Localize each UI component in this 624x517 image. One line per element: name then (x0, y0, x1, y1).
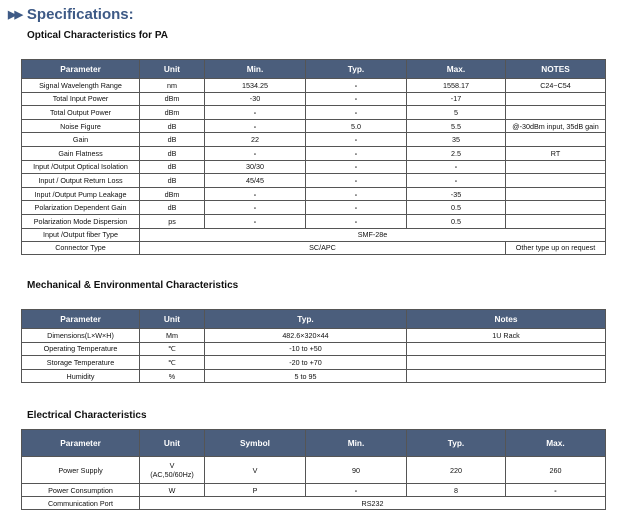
optical-cell-notes (506, 160, 606, 174)
table-row (22, 369, 606, 383)
mechanical-cell-notes (407, 356, 606, 370)
table-row (22, 457, 606, 484)
power-consumption-typ: 8 (407, 484, 506, 497)
mechanical-cell-notes (407, 342, 606, 356)
optical-cell-max: - (407, 174, 506, 188)
table-row (22, 201, 606, 215)
power-supply-unit-sub: (AC,50/60Hz) (150, 470, 194, 479)
mechanical-cell-typ: 5 to 95 (205, 369, 407, 383)
fiber-type-label: Input /Output fiber Type (22, 228, 140, 241)
optical-cell-param: Polarization Dependent Gain (22, 201, 140, 215)
table-row (22, 146, 606, 160)
mechanical-table (21, 309, 606, 383)
optical-cell-max: -35 (407, 187, 506, 201)
optical-cell-typ: 5.0 (306, 119, 407, 133)
col-header-typ: Typ. (407, 430, 506, 457)
mechanical-heading: Mechanical & Environmental Characteristics (27, 280, 239, 291)
col-header-parameter: Parameter (22, 60, 140, 79)
optical-cell-max: 5 (407, 106, 506, 120)
optical-cell-max: 0.5 (407, 201, 506, 215)
optical-cell-min: - (205, 106, 306, 120)
table-row (22, 92, 606, 106)
table-row (22, 356, 606, 370)
table-row (22, 174, 606, 188)
optical-cell-notes (506, 92, 606, 106)
power-supply-min: 90 (306, 457, 407, 484)
optical-cell-min: - (205, 119, 306, 133)
optical-cell-unit: dB (140, 160, 205, 174)
optical-cell-param: Noise Figure (22, 119, 140, 133)
electrical-table (21, 429, 606, 510)
mechanical-cell-unit: ℃ (140, 356, 205, 370)
page-header (8, 4, 134, 24)
optical-header-row (22, 60, 606, 79)
mechanical-cell-typ: 482.6×320×44 (205, 329, 407, 343)
optical-cell-unit: dB (140, 119, 205, 133)
optical-cell-param: Input /Output Optical Isolation (22, 160, 140, 174)
optical-cell-unit: dB (140, 133, 205, 147)
optical-cell-typ: - (306, 174, 407, 188)
connector-type-label: Connector Type (22, 241, 140, 254)
optical-cell-max: 1558.17 (407, 79, 506, 93)
table-row (22, 106, 606, 120)
mechanical-cell-typ: -20 to +70 (205, 356, 407, 370)
table-row (22, 214, 606, 228)
optical-cell-min: 22 (205, 133, 306, 147)
col-header-max: Max. (407, 60, 506, 79)
optical-cell-unit: dBm (140, 106, 205, 120)
col-header-notes: Notes (407, 310, 606, 329)
col-header-parameter: Parameter (22, 310, 140, 329)
optical-cell-unit: dBm (140, 92, 205, 106)
mechanical-header-row (22, 310, 606, 329)
power-supply-unit (140, 457, 205, 484)
optical-cell-typ: - (306, 201, 407, 215)
table-row (22, 228, 606, 241)
page-title: Specifications: (26, 5, 134, 23)
optical-cell-min: 1534.25 (205, 79, 306, 93)
col-header-parameter: Parameter (22, 430, 140, 457)
col-header-max: Max. (506, 430, 606, 457)
power-supply-max: 260 (506, 457, 606, 484)
optical-cell-max: - (407, 160, 506, 174)
optical-cell-param: Signal Wavelength Range (22, 79, 140, 93)
table-row (22, 79, 606, 93)
optical-cell-typ: - (306, 92, 407, 106)
table-row (22, 497, 606, 510)
optical-cell-max: 5.5 (407, 119, 506, 133)
table-row (22, 187, 606, 201)
optical-cell-max: -17 (407, 92, 506, 106)
optical-cell-notes: @-30dBm input, 35dB gain (506, 119, 606, 133)
col-header-unit: Unit (140, 60, 205, 79)
power-consumption-max: - (506, 484, 606, 497)
electrical-heading: Electrical Characteristics (27, 410, 147, 421)
optical-cell-min: - (205, 146, 306, 160)
mechanical-cell-param: Dimensions(L×W×H) (22, 329, 140, 343)
table-row (22, 484, 606, 497)
power-consumption-unit: W (140, 484, 205, 497)
connector-type-notes: Other type up on request (506, 241, 606, 254)
connector-type-value: SC/APC (140, 241, 506, 254)
optical-cell-unit: ps (140, 214, 205, 228)
optical-cell-typ: - (306, 214, 407, 228)
optical-cell-min: -30 (205, 92, 306, 106)
optical-cell-notes (506, 214, 606, 228)
optical-heading: Optical Characteristics for PA (27, 30, 168, 41)
optical-cell-min: - (205, 187, 306, 201)
optical-cell-typ: - (306, 106, 407, 120)
optical-cell-unit: dB (140, 174, 205, 188)
mechanical-cell-unit: ℃ (140, 342, 205, 356)
table-row (22, 329, 606, 343)
optical-cell-notes (506, 174, 606, 188)
double-chevron-icon: ▶▶ (8, 8, 21, 21)
optical-cell-param: Input / Output Return Loss (22, 174, 140, 188)
power-supply-typ: 220 (407, 457, 506, 484)
optical-cell-min: - (205, 214, 306, 228)
optical-cell-min: 30/30 (205, 160, 306, 174)
col-header-symbol: Symbol (205, 430, 306, 457)
optical-cell-notes (506, 187, 606, 201)
table-row (22, 160, 606, 174)
optical-cell-typ: - (306, 160, 407, 174)
mechanical-cell-param: Storage Temperature (22, 356, 140, 370)
optical-table (21, 59, 606, 255)
col-header-unit: Unit (140, 430, 205, 457)
optical-cell-max: 35 (407, 133, 506, 147)
table-row (22, 133, 606, 147)
optical-cell-typ: - (306, 133, 407, 147)
optical-cell-typ: - (306, 79, 407, 93)
col-header-min: Min. (205, 60, 306, 79)
optical-cell-notes (506, 106, 606, 120)
col-header-min: Min. (306, 430, 407, 457)
mechanical-cell-unit: Mm (140, 329, 205, 343)
optical-cell-min: 45/45 (205, 174, 306, 188)
optical-cell-unit: dB (140, 201, 205, 215)
power-consumption-symbol: P (205, 484, 306, 497)
col-header-typ: Typ. (306, 60, 407, 79)
fiber-type-value: SMF-28e (140, 228, 606, 241)
optical-cell-notes: C24~C54 (506, 79, 606, 93)
mechanical-cell-param: Operating Temperature (22, 342, 140, 356)
power-supply-unit-main: V (169, 461, 175, 470)
optical-cell-max: 2.5 (407, 146, 506, 160)
optical-cell-param: Gain (22, 133, 140, 147)
col-header-typ: Typ. (205, 310, 407, 329)
optical-cell-param: Input /Output Pump Leakage (22, 187, 140, 201)
optical-cell-max: 0.5 (407, 214, 506, 228)
mechanical-cell-notes (407, 369, 606, 383)
optical-cell-param: Polarization Mode Dispersion (22, 214, 140, 228)
optical-cell-param: Total Input Power (22, 92, 140, 106)
optical-cell-unit: dB (140, 146, 205, 160)
optical-cell-notes (506, 133, 606, 147)
power-consumption-label: Power Consumption (22, 484, 140, 497)
optical-cell-unit: nm (140, 79, 205, 93)
optical-cell-typ: - (306, 146, 407, 160)
mechanical-cell-notes: 1U Rack (407, 329, 606, 343)
col-header-notes: NOTES (506, 60, 606, 79)
comm-port-label: Communication Port (22, 497, 140, 510)
table-row (22, 241, 606, 254)
mechanical-cell-typ: -10 to +50 (205, 342, 407, 356)
power-supply-label: Power Supply (22, 457, 140, 484)
col-header-unit: Unit (140, 310, 205, 329)
electrical-header-row (22, 430, 606, 457)
table-row (22, 342, 606, 356)
mechanical-cell-param: Humidity (22, 369, 140, 383)
mechanical-cell-unit: % (140, 369, 205, 383)
table-row (22, 119, 606, 133)
optical-cell-unit: dBm (140, 187, 205, 201)
optical-cell-min: - (205, 201, 306, 215)
optical-cell-notes (506, 201, 606, 215)
optical-cell-param: Total Output Power (22, 106, 140, 120)
power-supply-symbol: V (205, 457, 306, 484)
comm-port-value: RS232 (140, 497, 606, 510)
power-consumption-min: - (306, 484, 407, 497)
optical-cell-notes: RT (506, 146, 606, 160)
optical-cell-typ: - (306, 187, 407, 201)
optical-cell-param: Gain Flatness (22, 146, 140, 160)
